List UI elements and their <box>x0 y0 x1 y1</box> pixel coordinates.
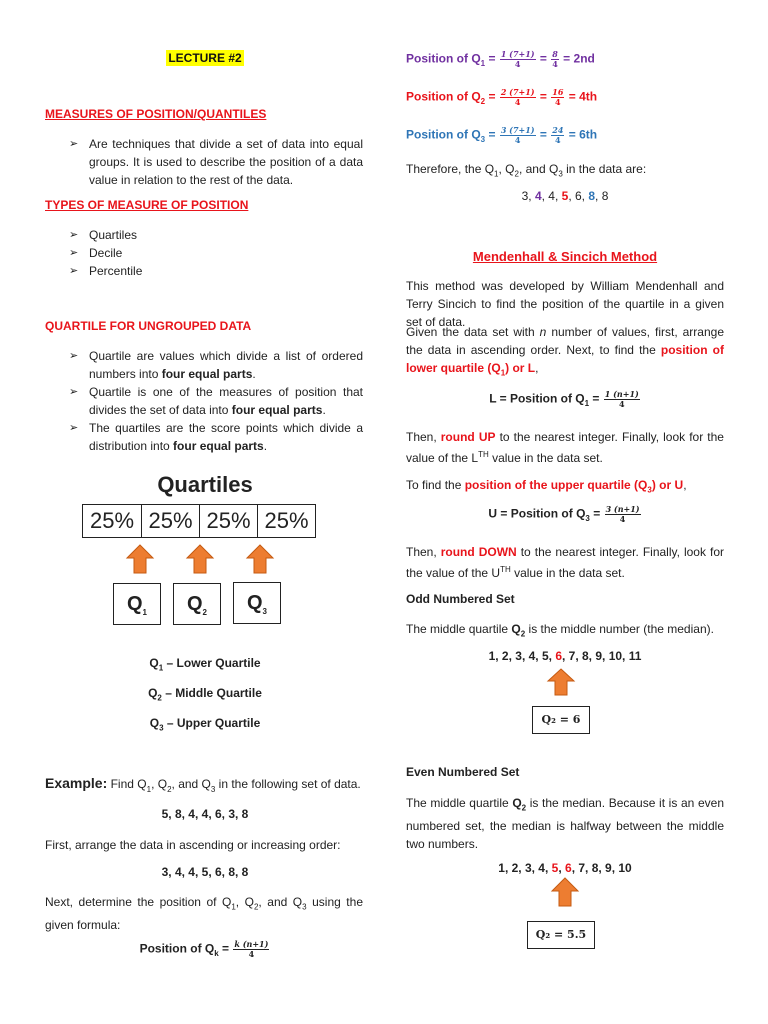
general-formula: Position of $Q_k$ = $\frac{k (n+1)}{4}$ <box>139 939 269 959</box>
up-arrow-icon <box>127 545 153 573</box>
odd-sequence: 1, 2, 3, 4, 5, 6, 7, 8, 9, 10, 11 <box>488 649 642 663</box>
quartile-def: $Q_2$ – Middle Quartile <box>148 686 262 703</box>
quartile-def: $Q_3$ – Upper Quartile <box>149 716 261 733</box>
given-text: Given the data set with n number of values, first, arrange the data in ascending order. Next, to find the position of lower quartile $(Q_1)$ or L, <box>406 325 724 378</box>
bullet-arrow-icon: ➢ <box>69 138 79 150</box>
bullet-arrow-icon: ➢ <box>69 265 79 277</box>
bullet-arrow-icon: ➢ <box>69 247 79 259</box>
measures-heading: MEASURES OF POSITION/QUANTILES <box>45 107 267 121</box>
bullet-arrow-icon: ➢ <box>69 422 79 434</box>
lower-formula: L = Position of $Q_1$ = $\frac{1 (n+1)}{4}$ <box>489 389 639 409</box>
quartile-heading: QUARTILE FOR UNGROUPED DATA <box>45 319 252 333</box>
fraction: $\frac{k (n+1)}{4}$ <box>234 939 269 959</box>
quartiles-diagram <box>45 472 365 632</box>
arrange-text: First, arrange the data in ascending or increasing order: <box>45 838 341 852</box>
lecture-title: LECTURE #2 <box>168 51 242 65</box>
data-sorted: 3, 4, 4, 5, 6, 8, 8 <box>161 865 249 879</box>
up-arrow-icon <box>247 545 273 573</box>
measures-bullets <box>45 135 363 189</box>
list-item: ➢ The quartiles are the score points which divide a distribution into four equal parts. <box>69 421 363 453</box>
list-item: ➢ Quartile is one of the measures of position that divides the set of data into four equal parts. <box>69 385 363 417</box>
up-arrow-icon <box>549 876 581 908</box>
odd-heading: Odd Numbered Set <box>406 592 515 606</box>
q2-position: Position of $Q_2$ = $\frac{2 (7+1)}{4}$ = $\frac{16}{4}$ = 4th <box>406 87 598 107</box>
example-line: Example: Find $Q_1$, $Q_2$, and $Q_3$ in the following set of data. <box>45 775 361 795</box>
percent-box: 25% <box>199 504 258 538</box>
even-heading: Even Numbered Set <box>406 765 520 779</box>
round-down-text: Then, round DOWN to the nearest integer. Finally, look for the value of the $U^{TH}$ value in the data set. <box>406 545 724 580</box>
list-item: ➢ Quartiles <box>69 228 138 242</box>
diagram-title: Quartiles <box>157 472 253 497</box>
q1-position: Position of $Q_1$ = $\frac{1 (7+1)}{4}$ = $\frac{8}{4}$ = 2nd <box>406 49 595 69</box>
up-arrows <box>125 543 295 575</box>
types-heading: TYPES OF MEASURE OF POSITION <box>45 198 249 212</box>
even-result-box: Q₂ = 5.5 <box>527 921 595 949</box>
bullet-arrow-icon: ➢ <box>69 386 79 398</box>
percent-row <box>82 504 320 538</box>
even-text: The middle quartile $Q_2$ is the median. Because it is an even numbered set, the median is halfway between the middle two numbers. <box>406 796 724 852</box>
percent-box: 25% <box>257 504 316 538</box>
list-item: ➢ Percentile <box>69 264 143 278</box>
round-up-text: Then, round UP to the nearest integer. Finally, look for the value of the LTH value in the data set. <box>406 430 724 465</box>
bullet-arrow-icon: ➢ <box>69 350 79 362</box>
q3-position: Position of $Q_3$ = $\frac{3 (7+1)}{4}$ = $\frac{24}{4}$ = 6th <box>406 125 598 145</box>
q3-box: $Q_3$ <box>233 582 281 624</box>
quartile-def: $Q_1$ – Lower Quartile <box>149 656 261 673</box>
odd-result-box: Q₂ = 6 <box>532 706 590 734</box>
therefore-text: Therefore, the $Q_1$, $Q_2$, and $Q_3$ in the data are: <box>406 162 647 179</box>
upper-formula: U = Position of $Q_3$ = $\frac{3 (n+1)}{4}$ <box>488 504 640 524</box>
bullet-arrow-icon: ➢ <box>69 229 79 241</box>
quartile-bullets <box>45 347 363 455</box>
percent-box: 25% <box>141 504 200 538</box>
measures-bullet: ➢ Are techniques that divide a set of data into equal groups. It is used to describe the position of a data value in relation to the rest of the data. <box>69 137 363 187</box>
upper-text: To find the position of the upper quartile $(Q_3)$ or U, <box>406 478 687 495</box>
result-data: 3, 4, 4, 5, 6, 8, 8 <box>521 189 609 203</box>
list-item: ➢ Quartile are values which divide a list of ordered numbers into four equal parts. <box>69 349 363 381</box>
percent-box: 25% <box>82 504 142 538</box>
q1-box: $Q_1$ <box>113 583 161 625</box>
up-arrow-icon <box>187 545 213 573</box>
lecture-title-wrap <box>45 49 365 67</box>
q2-box: $Q_2$ <box>173 583 221 625</box>
up-arrow-icon <box>545 667 577 697</box>
data-raw: 5, 8, 4, 4, 6, 3, 8 <box>161 807 249 821</box>
next-text: Next, determine the position of $Q_1$, $Q_2$, and $Q_3$ using the given formula: <box>45 895 363 933</box>
even-sequence: 1, 2, 3, 4, 5, 6, 7, 8, 9, 10 <box>498 861 632 875</box>
method-heading: Mendenhall & Sincich Method <box>472 249 658 264</box>
types-list <box>45 226 363 280</box>
odd-text: The middle quartile $Q_2$ is the middle number (the median). <box>406 622 714 639</box>
method-intro: This method was developed by William Mendenhall and Terry Sincich to find the position of the quartile in a given set of data. <box>406 279 724 329</box>
list-item: ➢ Decile <box>69 246 123 260</box>
